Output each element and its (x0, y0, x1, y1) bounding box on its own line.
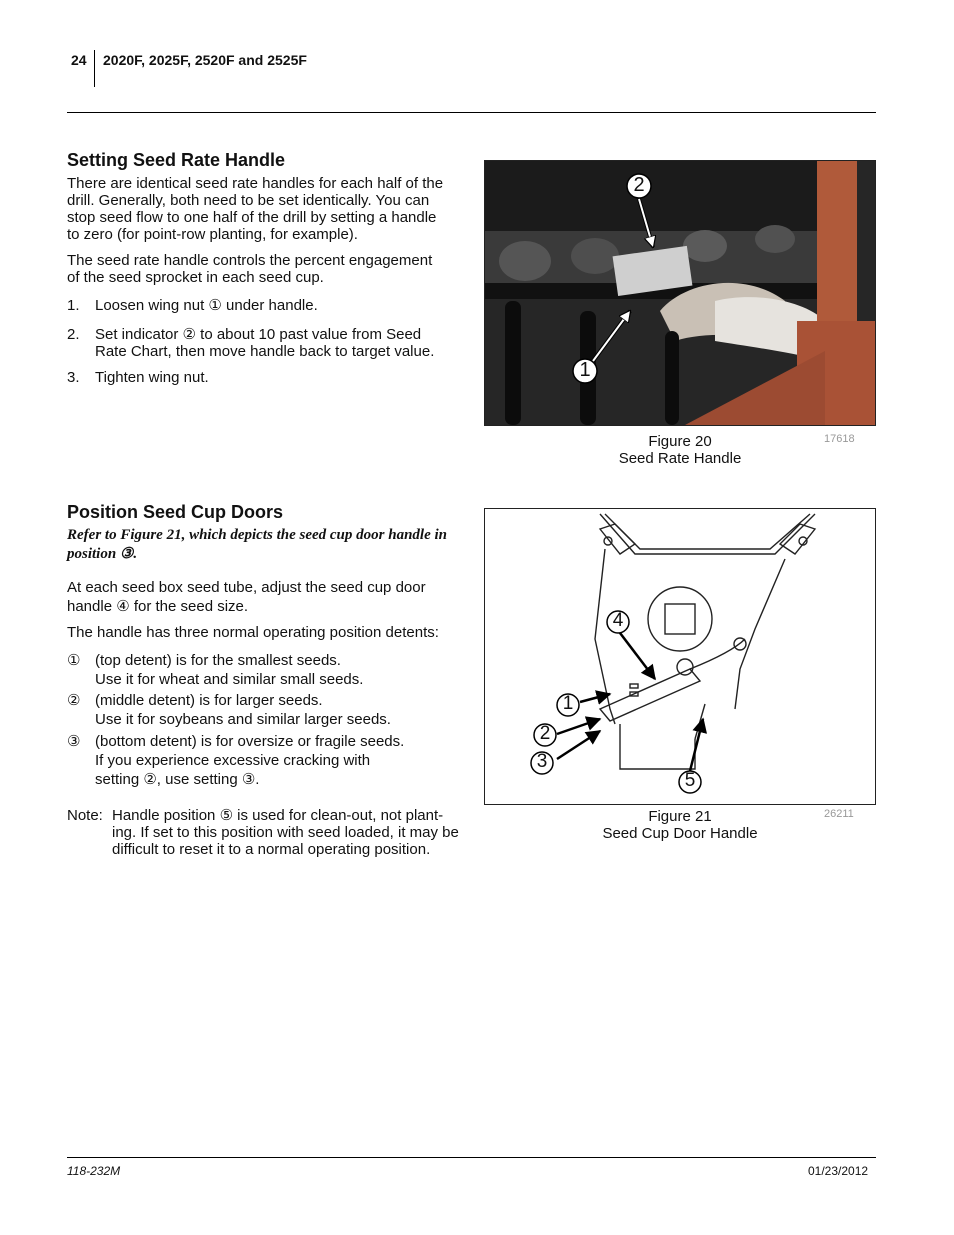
section-heading-seed-rate: Setting Seed Rate Handle (67, 150, 286, 170)
figure-21-label: Figure 21 (648, 808, 712, 825)
text-line: stop seed flow to one half of the drill by setting a handle (67, 209, 437, 226)
text-line: There are identical seed rate handles for each half of the (67, 175, 444, 192)
detent-2 (67, 691, 459, 729)
figure-20-photo (484, 160, 876, 426)
detent-text: If you experience excessive cracking with (95, 752, 371, 769)
step-number: 2. (67, 326, 80, 343)
figure-21-image-number: 26211 (824, 808, 854, 820)
document-date: 01/23/2012 (808, 1164, 869, 1178)
header-rule (67, 112, 876, 113)
section-heading-seed-cup-doors: Position Seed Cup Doors (67, 502, 284, 522)
detent-symbol: ② (67, 692, 81, 709)
detent-text: (bottom detent) is for oversize or fragile seeds. (95, 733, 405, 750)
step-text: Tighten wing nut. (95, 369, 209, 386)
seed-rate-paragraph-1 (67, 175, 459, 243)
figure-20-title: Seed Rate Handle (618, 450, 742, 467)
text-line: to zero (for point-row planting, for example). (67, 226, 358, 243)
detent-symbol: ① (67, 652, 81, 669)
step-text: Loosen wing nut ① under handle. (95, 297, 318, 314)
text-line: of the seed sprocket in each seed cup. (67, 269, 324, 286)
text-line: drill. Generally, both need to be set identically. You can (67, 192, 430, 209)
text-line: At each seed box seed tube, adjust the seed cup door (67, 579, 426, 596)
note-text: ing. If set to this position with seed loaded, it may be (112, 824, 459, 841)
callout-1-label: 1 (579, 359, 591, 381)
figure-20-callouts (485, 161, 875, 425)
text-line: position ③. (67, 546, 138, 562)
text-line: Refer to Figure 21, which depicts the seed cup door handle in (67, 527, 448, 543)
note-text: Handle position ⑤ is used for clean-out, not plant- (112, 807, 444, 824)
page-header-title: 2020F, 2025F, 2520F and 2525F (103, 52, 307, 68)
figure-20-label: Figure 20 (648, 433, 712, 450)
figure-20-image-number: 17618 (824, 433, 855, 445)
callout-2-label: 2 (539, 723, 551, 744)
step-number: 3. (67, 369, 80, 386)
document-number: 118-232M (67, 1164, 121, 1178)
detent-text: Use it for soybeans and similar larger seeds. (95, 711, 391, 728)
callout-5-label: 5 (684, 770, 696, 791)
detent-text: setting ②, use setting ③. (95, 771, 260, 788)
header-divider (94, 50, 95, 87)
note-block (67, 807, 459, 858)
step-number: 1. (67, 297, 80, 314)
callout-1-label: 1 (562, 693, 574, 714)
page-number: 24 (71, 52, 87, 68)
callout-4-label: 4 (612, 610, 624, 631)
figure-21-title: Seed Cup Door Handle (602, 825, 758, 842)
seed-rate-paragraph-2 (67, 252, 459, 286)
step-text: Rate Chart, then move handle back to target value. (95, 343, 435, 360)
step-2 (67, 326, 459, 360)
step-text: Set indicator ② to about 10 past value from Seed (95, 326, 422, 343)
detent-text: (top detent) is for the smallest seeds. (95, 652, 341, 669)
text-line: The seed rate handle controls the percent engagement (67, 252, 433, 269)
note-label: Note: (67, 807, 103, 824)
detent-3 (67, 732, 459, 789)
seed-cup-intro (67, 526, 462, 564)
text-line: handle ④ for the seed size. (67, 598, 249, 615)
step-3 (67, 369, 459, 386)
detent-symbol: ③ (67, 733, 81, 750)
figure-20-caption (580, 433, 780, 467)
note-text: difficult to reset it to a normal operating position. (112, 841, 431, 858)
seed-cup-paragraph-2: The handle has three normal operating position detents: (67, 624, 439, 641)
footer-rule (67, 1157, 876, 1158)
detent-text: (middle detent) is for larger seeds. (95, 692, 323, 709)
callout-2-label: 2 (633, 174, 645, 196)
step-1 (67, 297, 459, 314)
seed-cup-paragraph-1 (67, 578, 459, 616)
callout-3-label: 3 (536, 751, 548, 772)
figure-21-drawing (484, 508, 876, 805)
detent-text: Use it for wheat and similar small seeds. (95, 671, 364, 688)
figure-21-caption (580, 808, 780, 842)
detent-1 (67, 651, 459, 689)
